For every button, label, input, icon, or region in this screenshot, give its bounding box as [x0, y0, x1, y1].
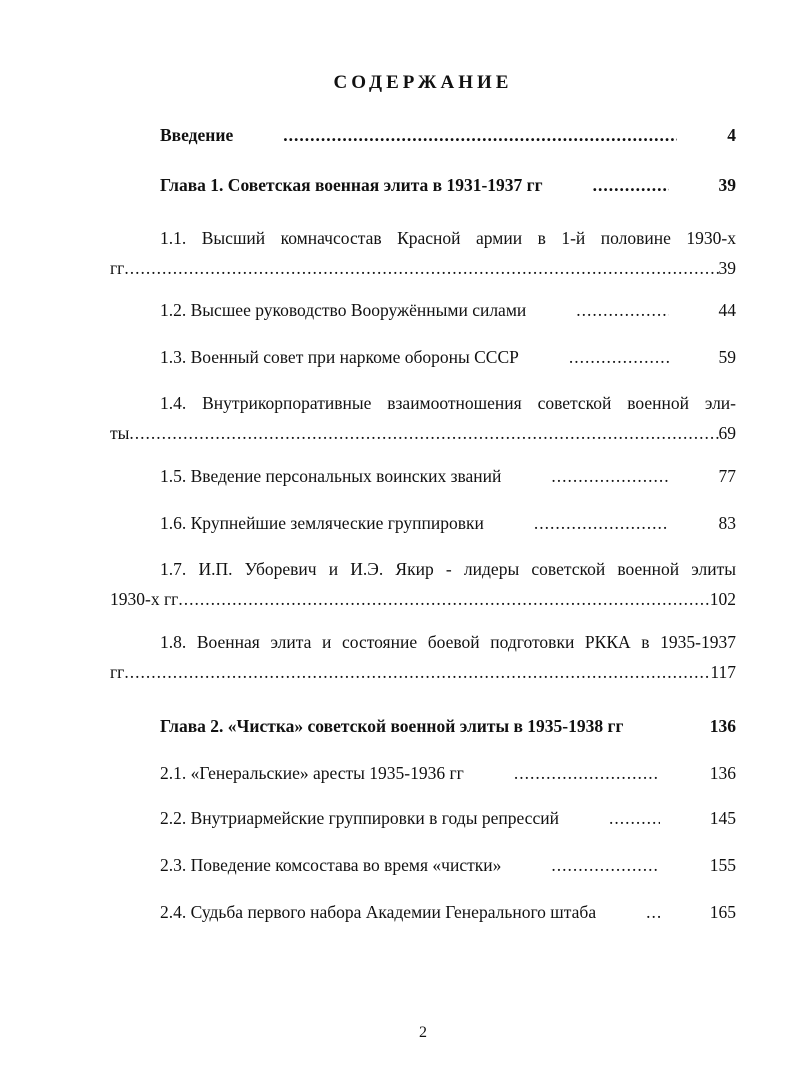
dot-leader: [543, 173, 669, 197]
toc-page-number: 145: [709, 808, 736, 828]
toc-entry-section-1-6[interactable]: [110, 511, 736, 535]
toc-entry-text-continued: ты: [110, 423, 130, 443]
toc-entry-section-2-2[interactable]: [110, 806, 736, 830]
dot-leader: [178, 587, 709, 611]
toc-entry-section-2-1[interactable]: [110, 761, 736, 785]
toc-entry-text: 1.3. Военный совет при наркоме обороны СССР: [160, 347, 519, 367]
dot-leader: [519, 345, 669, 369]
toc-page-number: 165: [709, 902, 736, 922]
toc-page-number: 77: [718, 466, 736, 486]
toc-entry-text: Введение: [160, 125, 234, 145]
dot-leader: [124, 660, 710, 684]
page-number: 2: [419, 1024, 427, 1041]
dot-leader: [129, 421, 718, 445]
toc-page-number: 4: [727, 125, 736, 145]
toc-entry-text: 1.1. Высший комначсостав Красной армии в 1-й половине 1930-х: [160, 228, 736, 248]
toc-page-number: 59: [718, 347, 736, 367]
toc-entry-section-1-8[interactable]: [110, 630, 736, 684]
toc-entry-text-continued: гг: [110, 662, 125, 682]
toc-entry-text: 1.4. Внутрикорпоративные взаимоотношения советской военной эли-: [160, 393, 736, 413]
toc-entry-text: 1.2. Высшее руководство Вооружёнными силами: [160, 300, 527, 320]
toc-page-number: 117: [710, 662, 736, 682]
toc-page-number: 136: [709, 763, 736, 783]
dot-leader: [596, 900, 660, 924]
toc-entry-text: Глава 1. Советская военная элита в 1931-1937 гг: [160, 175, 543, 195]
toc-entry-text: 2.4. Судьба первого набора Академии Генерального штаба: [160, 902, 597, 922]
toc-entry-text: 2.2. Внутриармейские группировки в годы репрессий: [160, 808, 559, 828]
toc-entry-text: 1.8. Военная элита и состояние боевой подготовки РККА в 1935-1937: [160, 632, 736, 652]
dot-leader: [526, 298, 668, 322]
dot-leader: [623, 714, 659, 738]
toc-entry-text: 2.1. «Генеральские» аресты 1935-1936 гг: [160, 763, 464, 783]
toc-entry-section-1-5[interactable]: [110, 464, 736, 488]
toc-entry-section-1-2[interactable]: [110, 298, 736, 322]
toc-page-number: 102: [709, 589, 736, 609]
toc-entry-section-1-3[interactable]: [110, 345, 736, 369]
toc-entry-chapter-2[interactable]: [110, 714, 736, 738]
toc-page-number: 39: [718, 258, 736, 278]
toc-entry-chapter-1[interactable]: [110, 173, 736, 197]
toc-page-number: 69: [718, 423, 736, 443]
toc-entry-text: 1.6. Крупнейшие земляческие группировки: [160, 513, 484, 533]
toc-entry-text-continued: гг: [110, 258, 125, 278]
toc-page-number: 136: [709, 716, 736, 736]
toc-entry-text: 2.3. Поведение комсостава во время «чистки»: [160, 855, 502, 875]
toc-page-number: 44: [718, 300, 736, 320]
dot-leader: [124, 256, 718, 280]
toc-entry-section-1-4[interactable]: [110, 391, 736, 445]
dot-leader: [501, 464, 668, 488]
toc-page-number: 155: [709, 855, 736, 875]
toc-entry-text: 1.5. Введение персональных воинских званий: [160, 466, 502, 486]
dot-leader: [501, 853, 659, 877]
page-title: СОДЕРЖАНИЕ: [333, 72, 513, 93]
toc-entry-introduction[interactable]: [110, 123, 736, 147]
dot-leader: [464, 761, 660, 785]
dot-leader: [559, 806, 660, 830]
dot-leader: [484, 511, 669, 535]
dot-leader: [233, 123, 677, 147]
toc-page-number: 39: [718, 175, 736, 195]
toc-entry-text: Глава 2. «Чистка» советской военной элиты в 1935-1938 гг: [160, 716, 624, 736]
toc-entry-text: 1.7. И.П. Уборевич и И.Э. Якир - лидеры советской военной элиты: [160, 559, 736, 579]
toc-page-number: 83: [718, 513, 736, 533]
toc-entry-section-1-1[interactable]: [110, 226, 736, 280]
toc-entry-section-1-7[interactable]: [110, 557, 736, 611]
toc-entry-section-2-4[interactable]: [110, 900, 736, 924]
toc-entry-text-continued: 1930-х гг: [110, 589, 179, 609]
toc-entry-section-2-3[interactable]: [110, 853, 736, 877]
